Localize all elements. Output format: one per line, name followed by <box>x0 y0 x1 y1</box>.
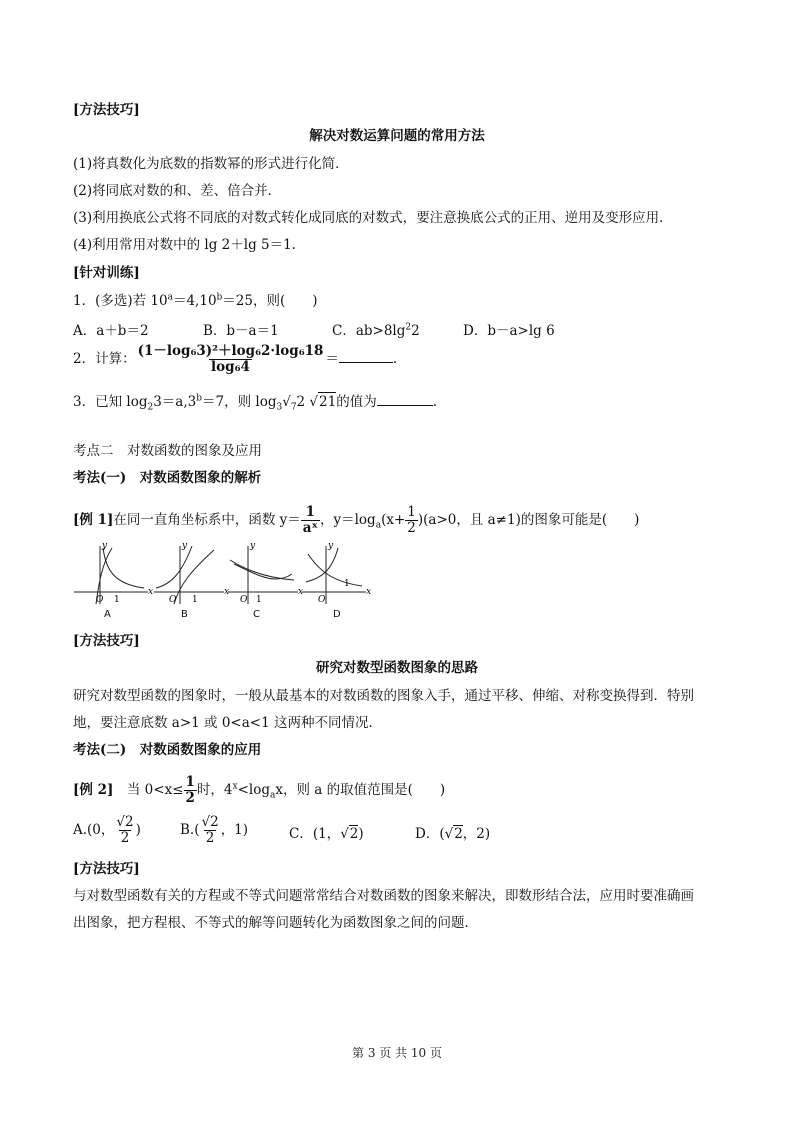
one-label: 1 <box>256 595 262 605</box>
curve-exponential <box>308 554 362 586</box>
example-1-text-b: ，y＝log <box>319 512 376 528</box>
y-label: y <box>328 541 334 551</box>
graph-d-svg <box>300 542 380 606</box>
option-b-fraction <box>199 815 220 846</box>
example-2-tag: [例 2] <box>73 782 114 798</box>
example-1 <box>73 505 639 536</box>
example-2-sub: a <box>269 790 276 801</box>
graph-c-svg <box>226 542 306 606</box>
example-1-text-d: )(a>0，且 a≠1)的图象可能是( ) <box>417 512 640 528</box>
q3-text-b: 3＝a,3 <box>153 394 197 410</box>
curve-log <box>234 564 292 579</box>
method-tag: [方法技巧] <box>73 102 140 118</box>
question-1 <box>73 292 318 310</box>
example-1-tag: [例 1] <box>73 512 114 528</box>
option-a-fraction <box>114 815 135 846</box>
curve-exponential <box>156 546 192 588</box>
method-heading-1: 考法(一) 对数函数图象的解析 <box>73 470 262 486</box>
x-label: x <box>224 587 230 597</box>
section-2-para-1: 研究对数型函数的图象时，一般从最基本的对数函数的图象入手，通过平移、伸缩、对称变换得到．特别 <box>73 688 694 704</box>
graph-a-label: A <box>104 609 111 620</box>
example-1-frac2-den: 2 <box>407 520 416 536</box>
origin-label: O <box>240 595 248 605</box>
graph-d-label: D <box>333 609 341 620</box>
origin-label: O <box>96 595 104 605</box>
method-item-2: (2)将同底对数的和、差、倍合并． <box>73 183 282 199</box>
example-2-text-b: 时，4 <box>196 782 233 798</box>
one-label: 1 <box>344 579 350 589</box>
page-footer: 第 3 页 共 10 页 <box>352 1046 442 1060</box>
q1-option-c-sup: 2 <box>405 322 412 333</box>
example-2-text-a: 当 0<x≤ <box>113 782 184 798</box>
graph-b <box>152 542 228 622</box>
option-b-pre: B.( <box>180 822 200 838</box>
q1-stem-a: 1．(多选)若 10 <box>73 293 168 309</box>
example-1-frac-den: aˣ <box>302 520 318 536</box>
option-d-post: ，2) <box>462 826 491 842</box>
origin-label: O <box>169 595 177 605</box>
option-a-num: √2 <box>116 814 134 830</box>
section-title: 解决对数运算问题的常用方法 <box>309 128 485 144</box>
one-label: 1 <box>114 595 120 605</box>
q3-radicand: 21 <box>319 394 337 410</box>
method-tag-2: [方法技巧] <box>73 633 140 649</box>
one-label: 1 <box>192 595 198 605</box>
x-label: x <box>298 587 304 597</box>
q1-stem-b: ＝4,10 <box>172 293 217 309</box>
graph-a-svg <box>72 542 152 606</box>
q2-fraction <box>136 344 326 375</box>
q3-sub-c: 3 <box>276 402 283 413</box>
q1-sup-a: a <box>167 292 173 303</box>
example-1-fraction-2 <box>405 505 418 536</box>
option-c-radicand: 2 <box>349 826 359 842</box>
q3-end: . <box>432 394 438 410</box>
example-2-option-c: C．(1，√2) <box>289 826 364 842</box>
training-tag: [针对训练] <box>73 265 140 281</box>
y-label: y <box>102 541 108 551</box>
example-2-text-d: x，则 a 的取值范围是( ) <box>275 782 446 798</box>
y-label: y <box>182 541 188 551</box>
section-3-para-2: 出图象，把方程根、不等式的解等问题转化为函数图象之间的问题． <box>73 915 478 931</box>
q3-text-e: 2 <box>296 394 306 410</box>
q2-end: . <box>392 351 398 367</box>
q3-answer-blank[interactable] <box>377 391 433 406</box>
q1-option-c <box>332 319 420 339</box>
example-2-option-d: D．(√2，2) <box>415 826 491 842</box>
method-item-1: (1)将真数化为底数的指数幂的形式进行化简． <box>73 156 349 172</box>
example-2-sup: x <box>232 781 238 792</box>
method-item-3: (3)利用换底公式将不同底的对数式转化成同底的对数式，要注意换底公式的正用、逆用及变形应用． <box>73 210 673 226</box>
example-1-text-c: (x+ <box>381 512 406 528</box>
example-1-frac2-num: 1 <box>407 504 416 520</box>
option-b-num: √2 <box>201 814 219 830</box>
q2-denominator: log₆4 <box>211 359 250 375</box>
example-2-fraction <box>184 775 197 806</box>
method-heading-2: 考法(二) 对数函数图象的应用 <box>73 742 262 758</box>
option-a-pre: A.(0， <box>73 822 115 838</box>
option-a-den: 2 <box>120 830 130 846</box>
q2-suffix: ＝ <box>325 351 339 367</box>
x-label: x <box>366 587 372 597</box>
q2-prefix: 2．计算： <box>73 351 136 367</box>
origin-label: O <box>318 595 326 605</box>
graph-b-label: B <box>181 609 188 620</box>
q1-sup-b: b <box>216 292 223 303</box>
example-1-frac-num: 1 <box>305 504 316 520</box>
method-tag-3: [方法技巧] <box>73 861 140 877</box>
option-c-post: ) <box>358 826 364 842</box>
option-d-radicand: 2 <box>454 826 463 842</box>
curve-exponential <box>230 560 294 580</box>
q1-option-b: B．b－a＝1 <box>203 323 279 339</box>
option-c-pre: C．(1， <box>289 826 341 842</box>
section-3-para-1: 与对数型函数有关的方程或不等式问题常常结合对数函数的图象来解决，即数形结合法，应用时要准确画 <box>73 888 694 904</box>
y-label: y <box>250 541 256 551</box>
option-b-post: ，1) <box>220 822 249 838</box>
example-1-sub: a <box>375 520 382 531</box>
q1-option-c-pre: C．ab>8lg <box>332 323 406 339</box>
curve-log <box>306 548 338 582</box>
q3-root-sign: √ <box>282 394 291 410</box>
q3-text-a: 3．已知 log <box>73 394 148 410</box>
point-heading: 考点二 对数函数的图象及应用 <box>73 443 262 459</box>
example-2-frac-num: 1 <box>185 774 195 790</box>
option-b-den: 2 <box>205 830 215 846</box>
question-3: 3．已知 $\log_23=a,3^b=7$，则 $\log_3√_72$ √21的值为 . <box>73 391 437 411</box>
q3-text-g: 的值为 <box>336 394 377 410</box>
option-d-pre: D．( <box>415 826 445 842</box>
q3-sub-a: 2 <box>147 402 154 413</box>
x-label: x <box>148 587 154 597</box>
example-1-text-a: 在同一直角坐标系中，函数 y＝ <box>113 512 301 528</box>
q1-option-a: A．a＋b＝2 <box>73 323 149 339</box>
example-2-frac-den: 2 <box>185 790 195 806</box>
example-1-fraction-1 <box>301 505 320 536</box>
example-2 <box>73 775 445 806</box>
q1-option-d: D．b－a>lg 6 <box>463 323 555 339</box>
example-2-option-a <box>73 815 141 846</box>
q3-sup-b: b <box>196 393 202 404</box>
method-item-4: (4)利用常用对数中的 lg 2＋lg 5＝1. <box>73 237 296 253</box>
graph-c-label: C <box>253 609 260 620</box>
q3-sub-d: 7 <box>290 402 297 413</box>
example-2-text-c: <log <box>237 782 270 798</box>
example-2-option-b <box>180 815 248 846</box>
q3-text-c: ＝7，则 log <box>202 394 277 410</box>
graph-c <box>226 542 302 622</box>
option-a-post: ) <box>135 822 141 838</box>
q2-numerator: (1－log₆3)²＋log₆2·log₆18 <box>137 343 324 359</box>
section-2-para-2: 地，要注意底数 a>1 或 0<a<1 这两种不同情况． <box>73 715 382 731</box>
section-title-2: 研究对数型函数图象的思路 <box>316 660 478 676</box>
graph-b-svg <box>152 542 232 606</box>
q2-answer-blank[interactable] <box>339 348 393 363</box>
q1-stem-c: ＝25，则( ) <box>222 293 318 309</box>
q1-option-c-post: 2 <box>411 323 420 339</box>
question-2 <box>73 344 397 375</box>
